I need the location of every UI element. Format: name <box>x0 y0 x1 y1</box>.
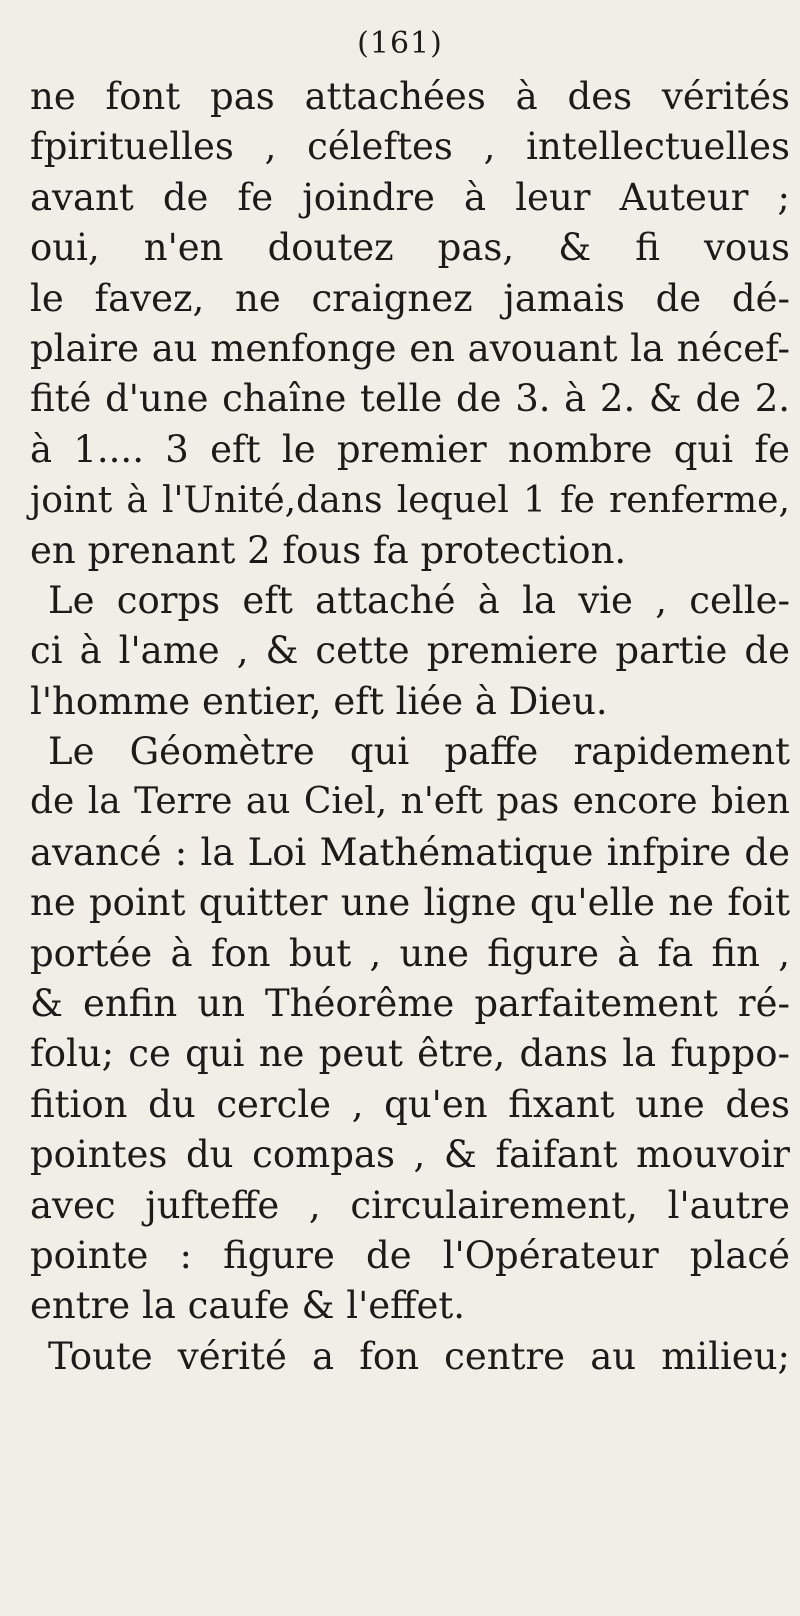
text-line-24: pointe : figure de l'Opérateur placé <box>30 1233 790 1277</box>
text-line-8: à 1.... 3 eft le premier nombre qui fe <box>30 427 790 471</box>
text-line-15: de la Terre au Ciel, n'eft pas encore bien <box>30 781 790 823</box>
text-line-10: en prenant 2 fous fa protection. <box>30 528 627 572</box>
text-line-19: & enfin un Théorême parfaitement ré- <box>30 982 790 1026</box>
text-line-2: fpirituelles , céleftes , intellectuelles <box>30 125 790 169</box>
text-line-13: l'homme entier, eft liée à Dieu. <box>30 679 608 723</box>
text-line-22: pointes du compas , & faifant mouvoir <box>30 1133 790 1177</box>
text-line-23: avec jufteffe , circulairement, l'autre <box>30 1183 790 1227</box>
text-line-7: fité d'une chaîne telle de 3. à 2. & de 2. <box>30 377 790 421</box>
text-line-17: ne point quitter une ligne qu'elle ne foit <box>30 881 790 925</box>
text-line-26: Toute vérité a fon centre au milieu; <box>48 1334 790 1378</box>
text-line-18: portée à fon but , une figure à fa fin , <box>30 931 790 975</box>
text-line-6: plaire au menfonge en avouant la nécef- <box>30 326 790 370</box>
text-line-16: avancé : la Loi Mathématique infpire de <box>30 830 790 874</box>
text-line-12: ci à l'ame , & cette premiere partie de <box>30 629 790 673</box>
text-line-25: entre la caufe & l'effet. <box>30 1284 465 1328</box>
text-line-1: ne font pas attachées à des vérités <box>30 75 790 118</box>
text-line-20: folu; ce qui ne peut être, dans la fuppo- <box>30 1032 790 1076</box>
text-line-21: fition du cercle , qu'en fixant une des <box>30 1082 790 1126</box>
text-line-4: oui, n'en doutez pas, & fi vous <box>30 226 790 270</box>
text-line-3: avant de fe joindre à leur Auteur ; <box>30 175 790 219</box>
text-line-14: Le Géomètre qui paffe rapidement <box>48 730 790 774</box>
body-text <box>30 72 790 1382</box>
text-line-11: Le corps eft attaché à la vie , celle- <box>48 578 790 622</box>
text-line-5: le favez, ne craignez jamais de dé- <box>30 276 790 320</box>
page-number: (161) <box>357 26 443 61</box>
text-line-9: joint à l'Unité,dans lequel 1 fe renferme, <box>30 478 790 522</box>
